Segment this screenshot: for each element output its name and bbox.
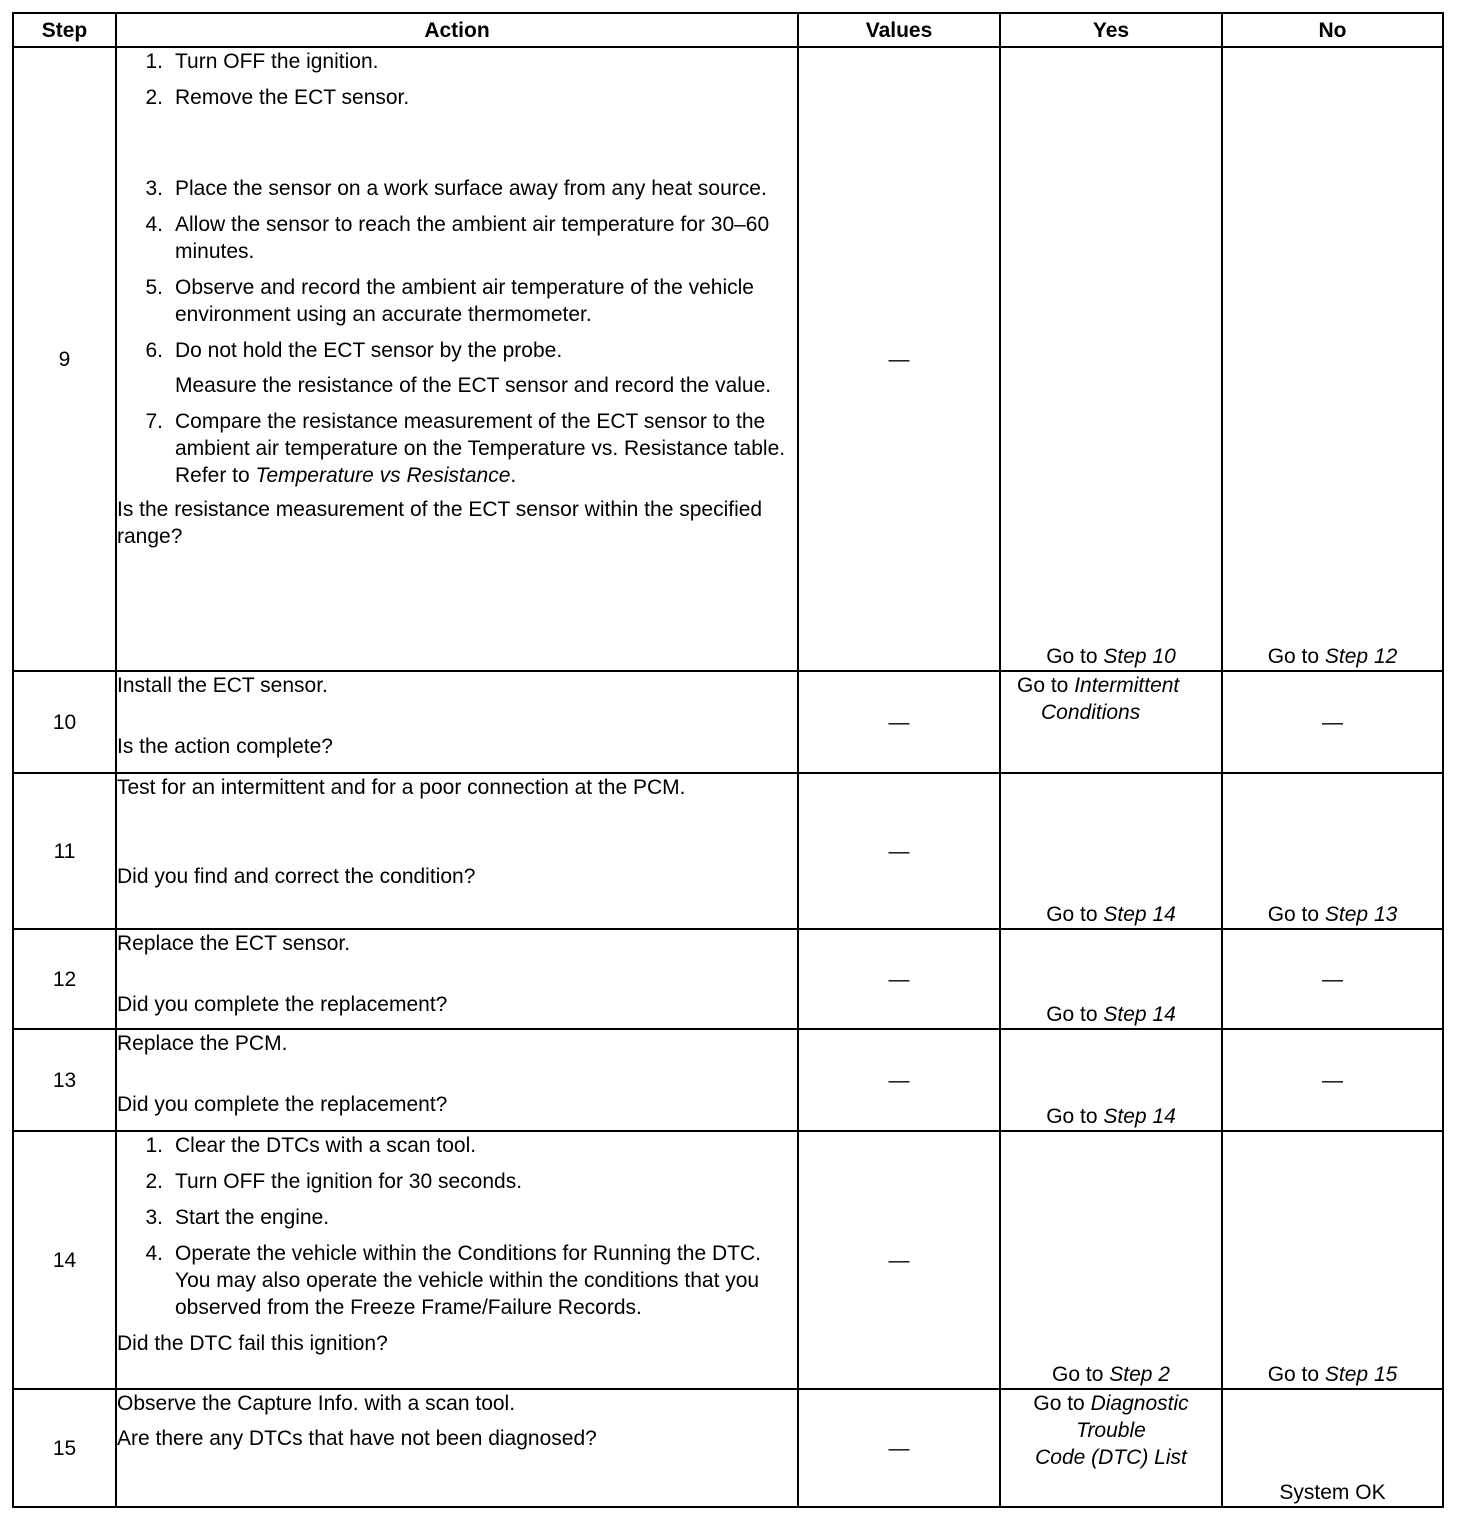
values-cell: — (798, 671, 1000, 773)
list-item: 2. Remove the ECT sensor. (145, 86, 410, 109)
step-reference: Step 14 (1103, 1003, 1176, 1026)
step-reference: Trouble (1076, 1419, 1146, 1442)
action-text: Test for an intermittent and for a poor connection at the PCM. (117, 776, 686, 799)
list-item: 1. Turn OFF the ignition. (145, 50, 379, 73)
step-reference: Step 2 (1109, 1363, 1170, 1386)
diagnostic-table (12, 12, 1444, 1508)
list-item: 3. Start the engine. (145, 1206, 330, 1229)
yes-cell: Go to Diagnostic Trouble Code (DTC) List (1000, 1389, 1222, 1507)
table-row-step-12 (13, 929, 1443, 1029)
no-cell: — (1222, 929, 1443, 1029)
no-cell: Go to Step 13 (1222, 773, 1443, 929)
no-cell: — (1222, 671, 1443, 773)
action-steps-list (117, 1132, 797, 1321)
step-number: 12 (13, 929, 116, 1029)
action-cell (116, 671, 798, 773)
action-cell (116, 1029, 798, 1131)
reference-link: Temperature vs Resistance (255, 464, 511, 487)
table-row-step-10 (13, 671, 1443, 773)
sub-instruction: Measure the resistance of the ECT sensor and record the value. (175, 374, 772, 397)
question-text: Did the DTC fail this ignition? (117, 1332, 388, 1355)
question-text: Did you complete the replacement? (117, 993, 448, 1016)
no-cell: — (1222, 1029, 1443, 1131)
question-text: Is the resistance measurement of the ECT sensor within the specified range? (117, 498, 763, 548)
step-number: 9 (13, 47, 116, 671)
values-cell: — (798, 773, 1000, 929)
yes-cell: Go to Step 10 (1000, 47, 1222, 671)
step-reference: Step 15 (1324, 1363, 1398, 1386)
list-item: 4. Operate the vehicle within the Conditions for Running the DTC. You may also operate the vehicle within the conditions that you observed from the Freeze Frame/Failure Records. (145, 1242, 761, 1319)
list-item: 7. Compare the resistance measurement of the ECT sensor to the ambient air temperature on the Temperature vs. Resistance table. Refer to Temperature vs Resistance. (145, 410, 786, 487)
list-item: 6. Do not hold the ECT sensor by the probe. Measure the resistance of the ECT sensor and record the value. (117, 337, 797, 399)
table-row-step-13 (13, 1029, 1443, 1131)
table-row-step-15 (13, 1389, 1443, 1507)
list-item: 4. Allow the sensor to reach the ambient air temperature for 30–60 minutes. (145, 213, 770, 263)
question-text: Did you find and correct the condition? (117, 865, 476, 888)
action-text: Replace the ECT sensor. (117, 932, 351, 955)
header-action: Action (116, 13, 798, 47)
list-item: 3. Place the sensor on a work surface away from any heat source. (145, 177, 767, 200)
action-text: Observe the Capture Info. with a scan tool. (117, 1392, 516, 1415)
action-cell (116, 929, 798, 1029)
no-cell: Go to Step 12 (1222, 47, 1443, 671)
yes-cell: Go to Intermittent Conditions (1000, 671, 1222, 773)
header-values: Values (798, 13, 1000, 47)
step-reference: Step 14 (1103, 1105, 1176, 1128)
yes-cell: Go to Step 14 (1000, 1029, 1222, 1131)
action-text: Replace the PCM. (117, 1032, 288, 1055)
header-yes: Yes (1000, 13, 1222, 47)
step-reference: Conditions (1041, 701, 1141, 724)
step-reference: Step 10 (1103, 645, 1176, 668)
action-cell (116, 773, 798, 929)
question-text: Is the action complete? (117, 735, 333, 758)
yes-cell: Go to Step 14 (1000, 773, 1222, 929)
action-text: Install the ECT sensor. (117, 674, 328, 697)
header-step: Step (13, 13, 116, 47)
step-reference: Code (DTC) List (1035, 1446, 1187, 1469)
step-reference: Step 12 (1324, 645, 1398, 668)
step-number: 11 (13, 773, 116, 929)
values-cell: — (798, 47, 1000, 671)
header-row (13, 13, 1443, 47)
values-cell: — (798, 1389, 1000, 1507)
action-cell (116, 1131, 798, 1389)
yes-cell: Go to Step 14 (1000, 929, 1222, 1029)
header-no: No (1222, 13, 1443, 47)
values-cell: — (798, 1029, 1000, 1131)
step-number: 13 (13, 1029, 116, 1131)
question-text: Are there any DTCs that have not been diagnosed? (117, 1427, 597, 1450)
list-item: 5. Observe and record the ambient air temperature of the vehicle environment using an accurate thermometer. (145, 276, 754, 326)
table-row-step-11 (13, 773, 1443, 929)
step-reference: Diagnostic (1090, 1392, 1189, 1415)
no-cell: System OK (1222, 1389, 1443, 1507)
step-number: 15 (13, 1389, 116, 1507)
table-row-step-14 (13, 1131, 1443, 1389)
step-number: 14 (13, 1131, 116, 1389)
no-cell: Go to Step 15 (1222, 1131, 1443, 1389)
action-steps-list (117, 48, 797, 489)
step-reference: Step 13 (1324, 903, 1398, 926)
action-cell (116, 47, 798, 671)
list-item: 1. Clear the DTCs with a scan tool. (145, 1134, 477, 1157)
table-row-step-9 (13, 47, 1443, 671)
action-cell (116, 1389, 798, 1507)
step-reference: Step 14 (1103, 903, 1176, 926)
values-cell: — (798, 1131, 1000, 1389)
list-item: 2. Turn OFF the ignition for 30 seconds. (145, 1170, 523, 1193)
yes-cell: Go to Step 2 (1000, 1131, 1222, 1389)
values-cell: — (798, 929, 1000, 1029)
question-text: Did you complete the replacement? (117, 1093, 448, 1116)
step-number: 10 (13, 671, 116, 773)
step-reference: Intermittent (1074, 674, 1180, 697)
